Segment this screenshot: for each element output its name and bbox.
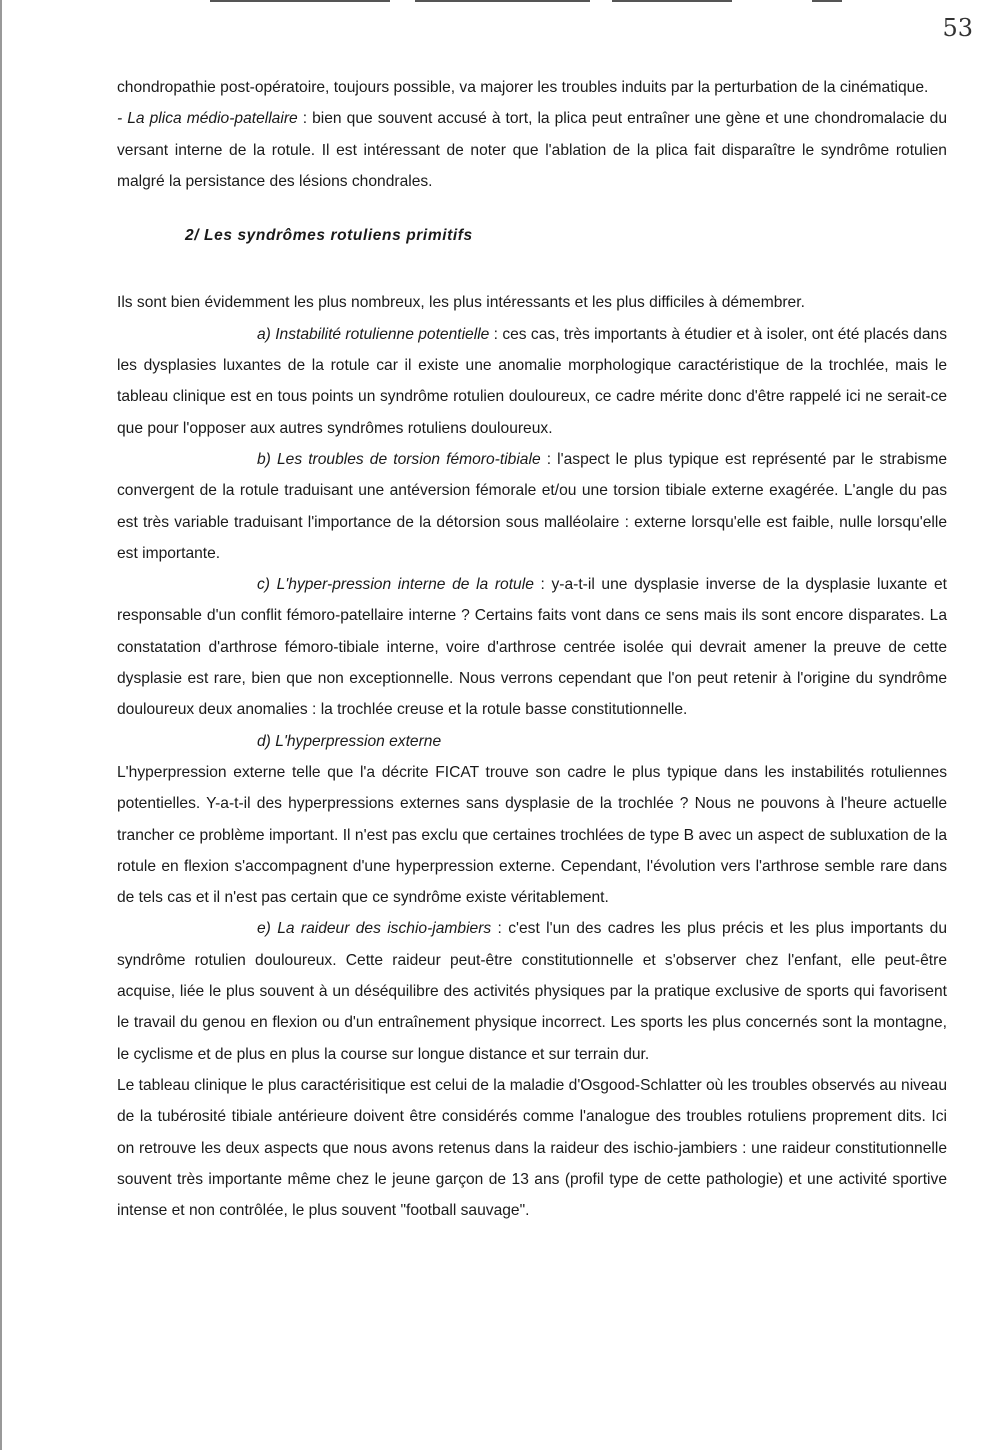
paragraph-text: : y-a-t-il une dysplasie inverse de la dysplasie luxante et responsable d'un conflit fémoro-patellaire interne ? Certains faits vont dans ce sens mais ils sont encore disparates. La constatation d'arthrose fémoro-tibiale interne, voire d'arthrose centrée isolée qui devrait amener la preuve de cette dysplasie est rare, bien que non exceptionnelle. Nous verrons cependant que l'on peut retenir à l'origine du syndrôme douloureux deux anomalies : la trochlée creuse et la rotule basse constitutionnelle.	[117, 576, 947, 719]
paragraph-text: : ces cas, très importants à étudier et à isoler, ont été placés dans les dysplasies luxantes de la rotule car il existe une anomalie morphologique caractéristique de la trochlée, mais le tableau clinique est en tous points un syndrôme rotulien douloureux, ce cadre mérite donc d'être rappelé ici ne serait-ce que pour l'opposer aux autres syndrômes rotuliens douloureux.	[117, 325, 947, 437]
document-body	[117, 72, 947, 1226]
paragraph	[117, 444, 947, 569]
paragraph-title: b) Les troubles de torsion fémoro-tibiale	[257, 450, 541, 468]
top-rule	[415, 0, 590, 2]
top-rule	[210, 0, 390, 2]
paragraph	[117, 103, 947, 197]
top-rule	[812, 0, 842, 2]
paragraph-text: L'hyperpression externe telle que l'a décrite FICAT trouve son cadre le plus typique dans les instabilités rotuliennes potentielles. Y-a-t-il des hyperpressions externes sans dysplasie de la trochlée ? Nous ne pouvons à l'heure actuelle trancher ce problème important. Il n'est pas exclu que certaines trochlées de type B avec un aspect de subluxation de la rotule en flexion s'accompagnent d'une hyperpression externe. Cependant, l'évolution vers l'arthrose semble rare dans de tels cas et il n'est pas certain que ce syndrôme existe véritablement.	[117, 763, 947, 907]
paragraph	[117, 757, 947, 913]
paragraph	[117, 726, 947, 757]
page-number: 53	[942, 14, 973, 42]
paragraph-title: a) Instabilité rotulienne potentielle	[257, 325, 490, 343]
paragraph-text: : bien que souvent accusé à tort, la plica peut entraîner une gène et une chondromalacie du versant interne de la rotule. Il est intéressant de noter que l'ablation de la plica fait disparaître le syndrôme rotulien malgré la persistance des lésions chondrales.	[117, 110, 947, 190]
paragraph-title: c) L'hyper-pression interne de la rotule	[257, 576, 534, 594]
page-left-edge	[0, 0, 2, 1450]
paragraph-text: Ils sont bien évidemment les plus nombreux, les plus intéressants et les plus difficiles à démembrer.	[117, 294, 805, 312]
paragraph-text: Le tableau clinique le plus caractérisitique est celui de la maladie d'Osgood-Schlatter où les troubles observés au niveau de la tubérosité tibiale antérieure doivent être considérés comme l'analogue des troubles rotuliens proprement dits. Ici on retrouve les deux aspects que nous avons retenus dans la raideur des ischio-jambiers : une raideur constitutionnelle souvent très importante même chez le jeune garçon de 13 ans (profil type de cette pathologie) et une activité sportive intense et non contrôlée, le plus souvent "football sauvage".	[117, 1076, 947, 1220]
paragraph	[117, 287, 947, 318]
paragraph-title: e) La raideur des ischio-jambiers	[257, 920, 492, 938]
paragraph-text: : c'est l'un des cadres les plus précis et les plus importants du syndrôme rotulien douloureux. Cette raideur peut-être constitutionnelle et s'observer chez l'enfant, elle peut-être acquise, liée le plus souvent à un déséquilibre des activités physiques par la pratique exclusive de sports qui favorisent le travail du genou en flexion ou d'un entraînement physique incorrect. Les sports les plus concernés sont la montagne, le cyclisme et de plus en plus la course sur longue distance et sur terrain dur.	[117, 920, 947, 1063]
paragraph	[117, 319, 947, 444]
section-heading: 2/ Les syndrômes rotuliens primitifs	[185, 227, 473, 245]
top-rule	[612, 0, 732, 2]
paragraph-text: : l'aspect le plus typique est représenté par le strabisme convergent de la rotule traduisant une antéversion fémorale et/ou une torsion tibiale externe exagérée. L'angle du pas est très variable traduisant l'importance de la détorsion sous malléolaire : externe lorsqu'elle est faible, nulle lorsqu'elle est importante.	[117, 450, 948, 562]
paragraph	[117, 913, 947, 1069]
paragraph	[117, 569, 947, 725]
paragraph	[117, 72, 947, 103]
paragraph-title: - La plica médio-patellaire	[117, 110, 298, 128]
paragraph-text: chondropathie post-opératoire, toujours possible, va majorer les troubles induits par la perturbation de la cinématique.	[117, 79, 929, 96]
paragraph	[117, 1070, 947, 1226]
paragraph-title: d) L'hyperpression externe	[257, 732, 442, 750]
